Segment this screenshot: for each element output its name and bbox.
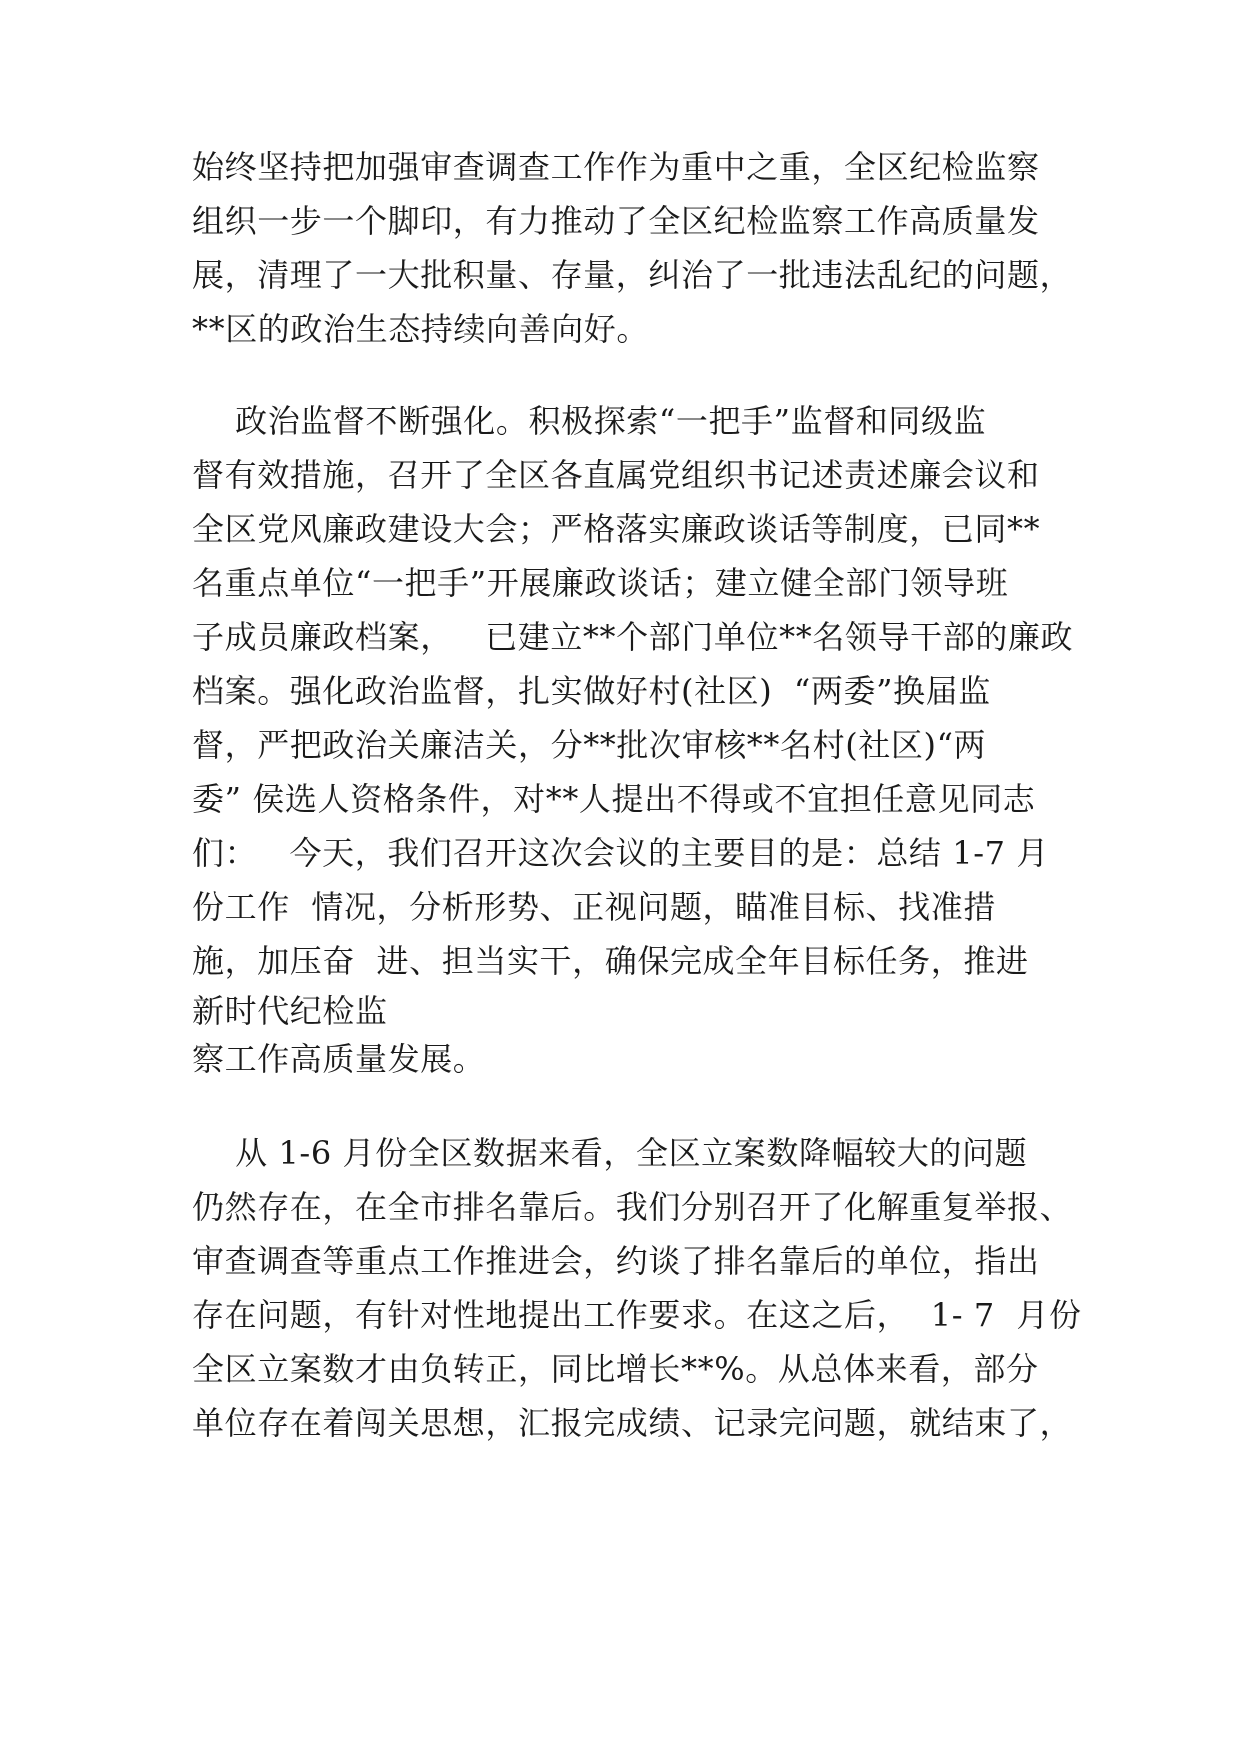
text-line: 审查调查等重点工作推进会，约谈了排名靠后的单位，指出 xyxy=(192,1242,1040,1280)
text-line: 全区党风廉政建设大会；严格落实廉政谈话等制度，已同** xyxy=(192,510,1041,548)
text-line: 政治监督不断强化。积极探索“一把手”监督和同级监 xyxy=(192,402,987,440)
text-line: 全区立案数才由负转正，同比增长**%。从总体来看，部分 xyxy=(192,1350,1039,1388)
text-line: 察工作高质量发展。 xyxy=(192,1040,486,1078)
text-line: 存在问题，有针对性地提出工作要求。在这之后， 1- 7 月份 xyxy=(192,1296,1082,1334)
text-line: 施，加压奋 进、担当实干，确保完成全年目标任务，推进 xyxy=(192,942,1029,980)
text-line: 名重点单位“一把手”开展廉政谈话；建立健全部门领导班 xyxy=(192,564,1009,602)
text-line: 组织一步一个脚印，有力推动了全区纪检监察工作高质量发 xyxy=(192,202,1040,240)
text-line: 档案。强化政治监督，扎实做好村(社区) “两委”换届监 xyxy=(192,672,991,710)
text-line: 督有效措施，召开了全区各直属党组织书记述责述廉会议和 xyxy=(192,456,1040,494)
text-line: 单位存在着闯关思想，汇报完成绩、记录完问题，就结束了， xyxy=(192,1404,1073,1442)
text-line: 份工作 情况，分析形势、正视问题，瞄准目标、找准措 xyxy=(192,888,996,926)
text-line: 从 1-6 月份全区数据来看，全区立案数降幅较大的问题 xyxy=(192,1134,1028,1172)
text-line: 们： 今天，我们召开这次会议的主要目的是：总结 1-7 月 xyxy=(192,834,1049,872)
text-line: 子成员廉政档案， 已建立**个部门单位**名领导干部的廉政 xyxy=(192,618,1074,656)
text-line: 始终坚持把加强审查调查工作作为重中之重，全区纪检监察 xyxy=(192,148,1040,186)
text-line: 委” 侯选人资格条件，对**人提出不得或不宜担任意见同志 xyxy=(192,780,1036,818)
text-line: 仍然存在，在全市排名靠后。我们分别召开了化解重复举报、 xyxy=(192,1188,1073,1226)
text-line: **区的政治生态持续向善向好。 xyxy=(192,310,650,348)
text-line: 督，严把政治关廉洁关，分**批次审核**名村(社区)“两 xyxy=(192,726,987,764)
text-line: 新时代纪检监 xyxy=(192,992,388,1030)
text-line: 展，清理了一大批积量、存量，纠治了一批违法乱纪的问题， xyxy=(192,256,1073,294)
